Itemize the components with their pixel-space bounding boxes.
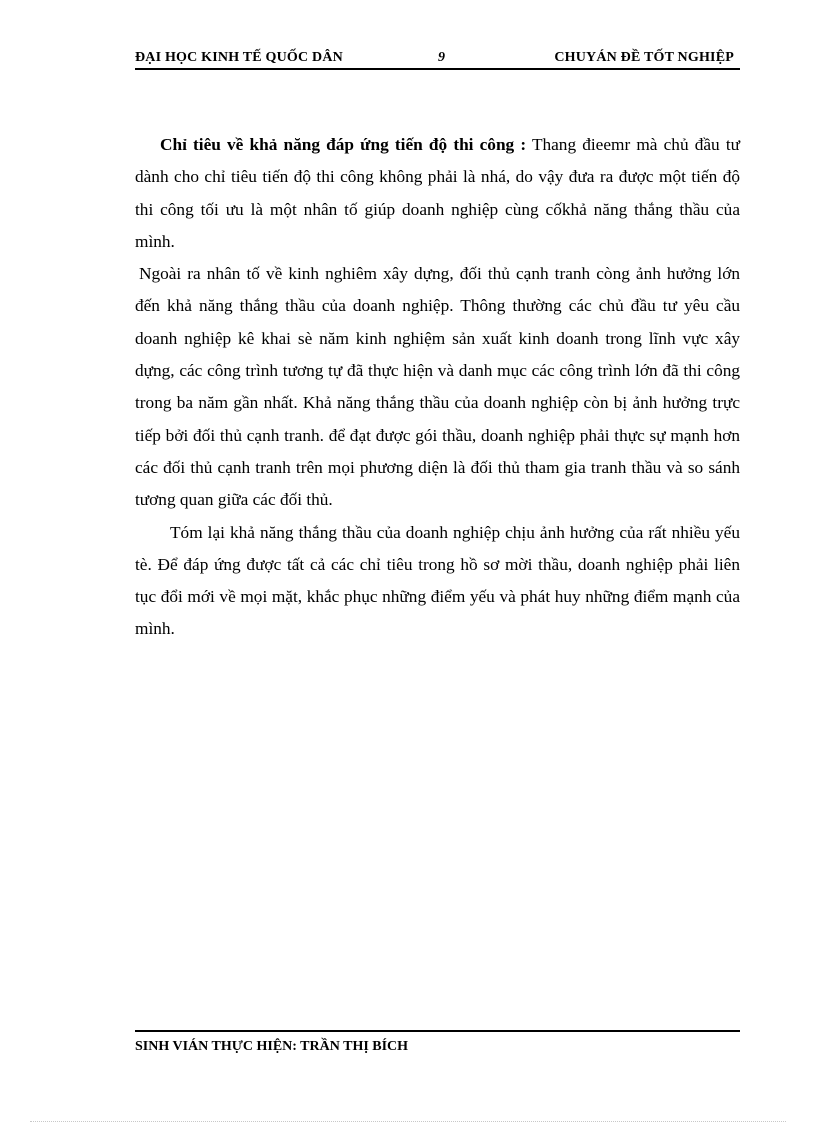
paragraph-conclusion: Tóm lại khả năng thắng thầu của doanh nghiệp chịu ảnh hưởng của rất nhiều yếu tè. Để đáp ứng được tất cả các chỉ tiêu trong hồ sơ mời thầu, doanh nghiệp phải liên tục đổi mới về mọi mặt, khắc phục những điểm yếu và phát huy những điểm mạnh của mình.	[135, 522, 740, 639]
page-footer: SINH VIÁN THỰC HIỆN: TRẦN THỊ BÍCH	[135, 1030, 740, 1055]
header-university: ĐẠI HỌC KINH TẾ QUỐC DÂN	[135, 50, 343, 65]
page-number: 9	[438, 50, 446, 65]
header-thesis-title: CHUYÁN ĐỀ TỐT NGHIỆP	[554, 50, 734, 65]
paragraph-schedule	[135, 129, 740, 258]
paragraph-text: Thang đieemr mà chủ đầu tư dành cho chỉ tiêu tiến độ thi công không phải là nhá, do vậy đưa ra được một tiến độ thi công tối ưu là một nhân tố giúp doanh nghiệp cùng cốkhả năng thắng thầu của mình.	[135, 135, 740, 251]
page-edge-divider	[30, 1121, 786, 1122]
page-header	[135, 44, 740, 70]
paragraph-experience: Ngoài ra nhân tố về kinh nghiêm xây dựng, đối thủ cạnh tranh còng ảnh hưởng lớn đến khả năng thắng thầu của doanh nghiệp. Thông thường các chủ đầu tư yêu cầu doanh nghiệp kê khai sè năm kinh nghiệm sản xuất kinh doanh trong lĩnh vực xây dựng, các công trình tương tự đã thực hiện và danh mục các công trình lớn đã thi công trong ba năm gần nhất. Khả năng thắng thầu của doanh nghiệp còn bị ảnh hưởng trực tiếp bởi đối thủ cạnh tranh. để đạt được gói thầu, doanh nghiệp phải thực sự mạnh hơn các đối thủ cạnh tranh trên mọi phương diện là đối thủ tham gia tranh thầu và so sánh tương quan giữa các đối thủ.	[135, 264, 740, 510]
paragraph-heading: Chỉ tiêu về khả năng đáp ứng tiến độ thi công :	[160, 135, 527, 154]
document-body	[135, 129, 740, 646]
